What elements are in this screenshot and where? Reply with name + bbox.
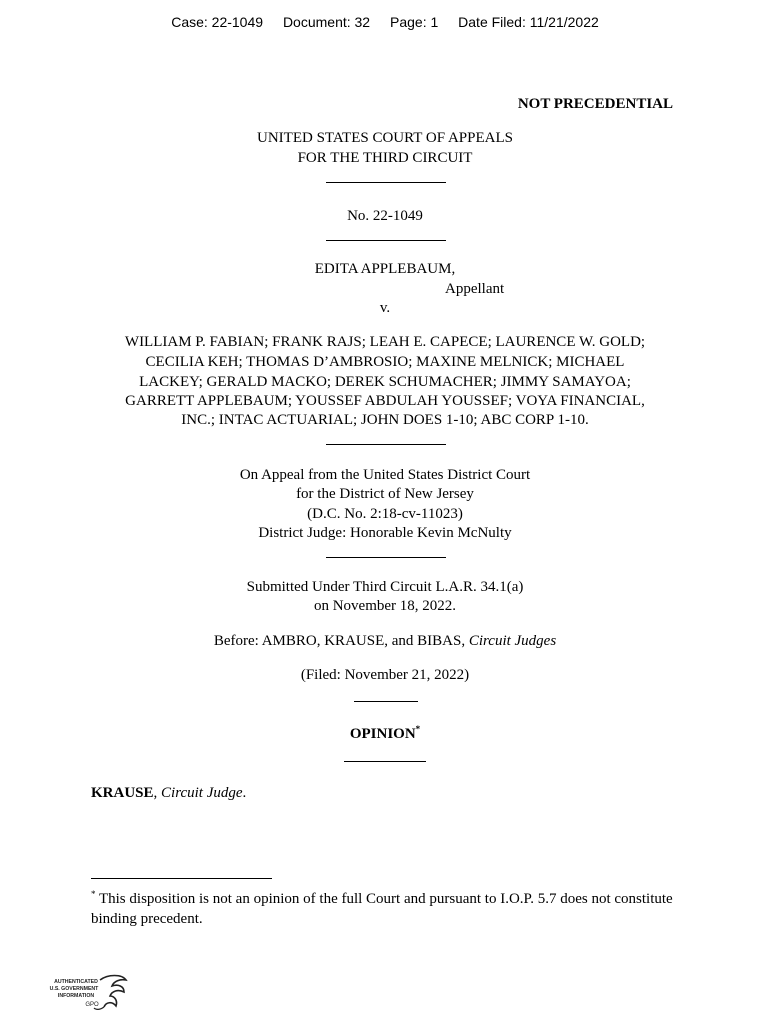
appellant-role: Appellant: [445, 281, 505, 297]
submission-line1: Submitted Under Third Circuit L.A.R. 34.1(a): [246, 579, 524, 595]
header-page: Page: 1: [390, 14, 439, 30]
appellee-line: INC.; INTAC ACTUARIAL; JOHN DOES 1-10; ABC CORP 1-10.: [181, 412, 589, 428]
district-judge: District Judge: Honorable Kevin McNulty: [258, 525, 512, 541]
panel-judges-title: Circuit Judges: [468, 633, 557, 649]
divider: [354, 701, 418, 702]
seal-line1: AUTHENTICATED: [54, 979, 98, 985]
appellant-name: EDITA APPLEBAUM,: [314, 261, 456, 277]
footnote-marker: *: [415, 724, 421, 734]
filed-date: (Filed: November 21, 2022): [300, 667, 470, 683]
header-document: Document: 32: [282, 14, 371, 30]
appeal-docket: (D.C. No. 2:18-cv-11023): [307, 506, 463, 522]
divider: [326, 444, 446, 445]
seal-line3: INFORMATION: [57, 993, 95, 999]
footnote-rule: [91, 878, 272, 879]
author-separator: ,: [153, 785, 162, 801]
panel-judges: [0, 631, 770, 651]
gpo-eagle-icon: [42, 974, 132, 1014]
versus: v.: [379, 300, 391, 316]
header-case: Case: 22-1049: [171, 14, 264, 30]
page-header: [0, 12, 770, 32]
divider: [326, 557, 446, 558]
court-name-line2: FOR THE THIRD CIRCUIT: [297, 150, 473, 166]
footnote-marker: *: [91, 889, 96, 899]
appellee-line: GARRETT APPLEBAUM; YOUSSEF ABDULAH YOUSSEF; VOYA FINANCIAL,: [125, 393, 645, 409]
appeal-line2: for the District of New Jersey: [296, 486, 474, 502]
court-name-line1: UNITED STATES COURT OF APPEALS: [257, 130, 513, 146]
footnote: [91, 889, 691, 929]
gpo-authentication-seal: [42, 974, 132, 1014]
appellee-line: LACKEY; GERALD MACKO; DEREK SCHUMACHER; JIMMY SAMAYOA;: [139, 374, 631, 390]
author-name: KRAUSE: [91, 785, 154, 801]
header-date-filed: Date Filed: 11/21/2022: [458, 14, 599, 30]
divider: [326, 182, 446, 183]
submission-line2: on November 18, 2022.: [313, 598, 457, 614]
appeal-line1: On Appeal from the United States District Court: [239, 467, 531, 483]
opinion-title: OPINION: [349, 726, 416, 742]
appellee-line: WILLIAM P. FABIAN; FRANK RAJS; LEAH E. CAPECE; LAURENCE W. GOLD;: [124, 334, 646, 350]
panel-judges-names: Before: AMBRO, KRAUSE, and BIBAS,: [213, 633, 469, 649]
author-line: [91, 783, 246, 803]
precedential-status: NOT PRECEDENTIAL: [517, 96, 673, 112]
author-period: .: [242, 785, 247, 801]
author-title: Circuit Judge: [161, 785, 243, 801]
footnote-text: This disposition is not an opinion of the full Court and pursuant to I.O.P. 5.7 does not constitute binding precedent.: [91, 891, 673, 927]
divider: [344, 761, 426, 762]
appellee-line: CECILIA KEH; THOMAS D’AMBROSIO; MAXINE MELNICK; MICHAEL: [145, 354, 625, 370]
divider: [326, 240, 446, 241]
seal-line4: GPO: [85, 1002, 99, 1008]
case-number: No. 22-1049: [347, 208, 423, 224]
seal-line2: U.S. GOVERNMENT: [49, 986, 99, 992]
opinion-heading: [0, 724, 770, 744]
